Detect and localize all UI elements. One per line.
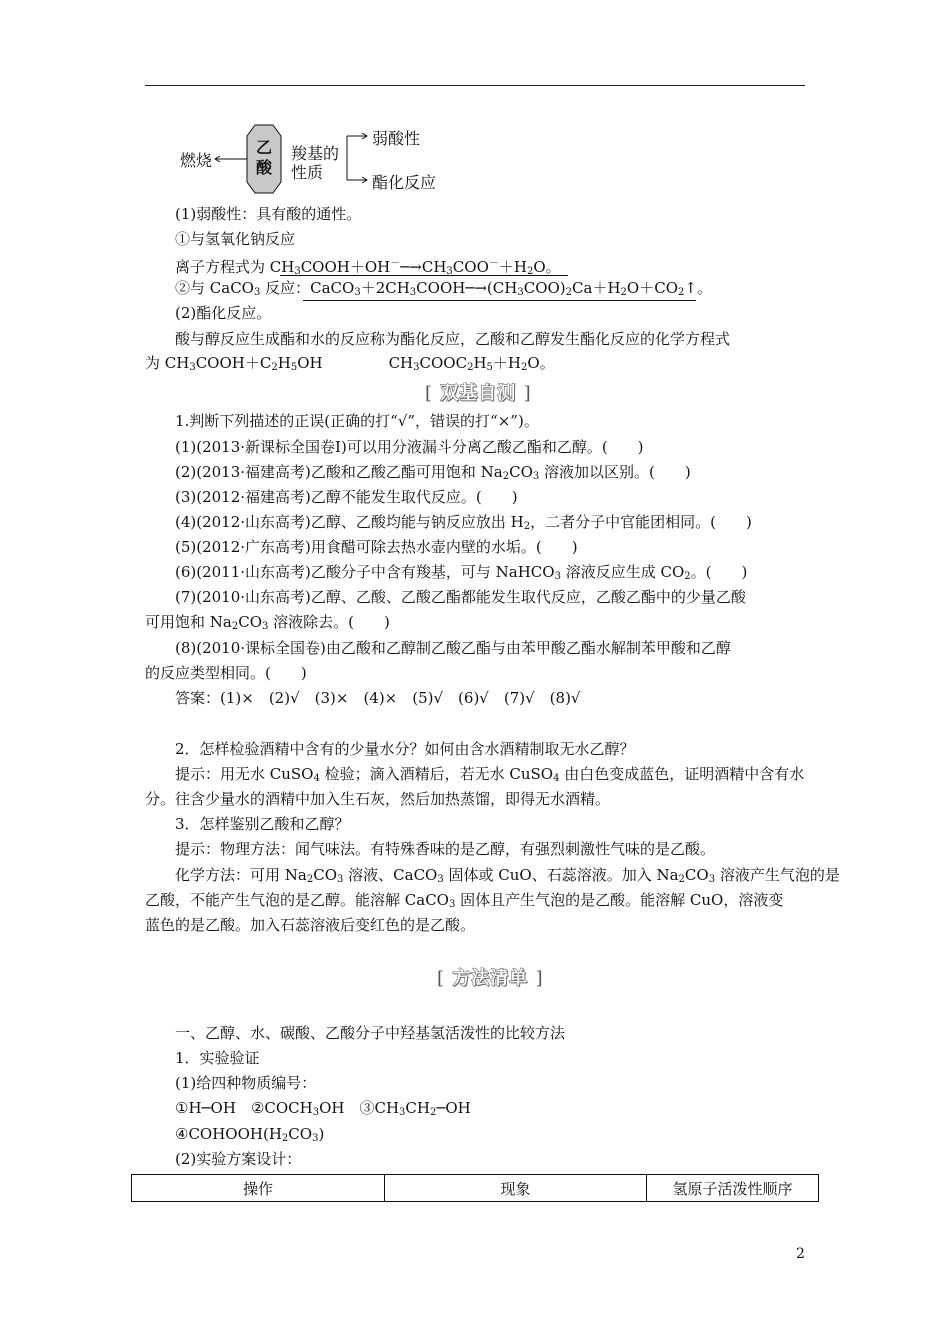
method-text: (1)给四种物质编号： [175, 1074, 317, 1092]
question-1-item: (6)(2011·山东高考)乙酸分子中含有羧基，可与 NaHCO$_3$ 溶液反应生成 $CO_2$。( ) [175, 563, 748, 582]
question-3-stem: 3．怎样鉴别乙酸和乙醇？ [175, 815, 350, 833]
page-number: 2 [796, 1246, 805, 1262]
question-1-item: (4)(2012·山东高考)乙醇、乙酸均能与钠反应放出 $H_2$，二者分子中官能团相同。( ) [175, 513, 752, 532]
section-heading: [ 方法清单 ] [437, 968, 544, 989]
diagram-weak-acid: 弱酸性 [372, 129, 421, 148]
diagram-esterification: 酯化反应 [372, 173, 437, 192]
text-naoh-reaction: ①与氢氧化钠反应 [175, 230, 296, 248]
diagram-acetic-acid: 乙 酸 [255, 138, 272, 177]
answer-underline [303, 300, 696, 301]
question-1-item: (2)(2013·福建高考)乙酸和乙酸乙酯可用饱和 $Na_2CO_3$ 溶液加以区别。( ) [175, 463, 691, 482]
text-caco3-reaction: ②与 CaCO$_3$ 反应：$CaCO_3+2CH_3COOH─\to(CH_3COO)_2Ca+H_2O+CO_2↑$。 [175, 279, 712, 298]
question-2-hint: 分。往含少量水的酒精中加入生石灰，然后加热蒸馏，即得无水酒精。 [145, 790, 611, 808]
question-3-hint: 乙酸，不能产生气泡的是乙醇。能溶解 CaCO$_3$ 固体且产生气泡的是乙酸。能溶解 CuO，溶液变 [145, 891, 784, 910]
diagram-carboxyl: 羧基的 [291, 144, 340, 163]
question-3-hint: 提示：物理方法：闻气味法。有特殊香味的是乙醇，有强烈刺激性气味的是乙酸。 [175, 840, 716, 858]
method-text: (2)实验方案设计： [175, 1150, 302, 1168]
diagram-combustion: 燃烧 [180, 151, 213, 170]
question-1-item: (7)(2010·山东高考)乙醇、乙酸、乙酸乙酯都能发生取代反应，乙酸乙酯中的少量乙酸 [175, 588, 746, 606]
table-header-operation: 操作 [132, 1175, 385, 1202]
table-header-phenomenon: 现象 [385, 1175, 647, 1202]
method-subheading: 1．实验验证 [175, 1049, 260, 1067]
acetic-acid-diagram [175, 124, 475, 196]
question-1-item: (8)(2010·课标全国卷)由乙酸和乙醇制乙酸乙酯与由苯甲酸乙酯水解制苯甲酸和乙醇 [175, 639, 731, 657]
text-ester-equation: 为 $CH_3COOH+C_2H_5OH$ $CH_3COOC_2H_5+H_2O$。 [145, 354, 555, 373]
table-header-activity-order: 氢原子活泼性顺序 [647, 1175, 819, 1202]
method-substances: $④COHOOH(H_2CO_3)$ [175, 1125, 325, 1144]
text-esterification: (2)酯化反应。 [175, 304, 272, 322]
text-ionic-equation: 离子方程式为 $CH_3COOH+OH^-─\to CH_3COO^-+H_2O$。 [175, 258, 561, 277]
diagram-property: 性质 [291, 163, 324, 182]
experiment-table [131, 1174, 819, 1202]
question-1-item: (5)(2012·广东高考)用食醋可除去热水壶内壁的水垢。( ) [175, 538, 578, 556]
text-weak-acid: (1)弱酸性：具有酸的通性。 [175, 205, 362, 223]
section-heading: [ 双基自测 ] [425, 383, 532, 404]
question-2-hint: 提示：用无水 CuSO$_4$ 检验；滴入酒精后，若无水 CuSO$_4$ 由白色变成蓝色，证明酒精中含有水 [175, 765, 805, 784]
question-3-hint: 化学方法：可用 $Na_2CO_3$ 溶液、CaCO$_3$ 固体或 CuO、石蕊溶液。加入 $Na_2CO_3$ 溶液产生气泡的是 [175, 866, 840, 885]
table-header-row [132, 1175, 819, 1202]
question-1-answer: 答案：(1)× (2)√ (3)× (4)× (5)√ (6)√ (7)√ (8)√ [175, 689, 581, 707]
question-1-item: 的反应类型相同。( ) [145, 664, 307, 682]
question-1-item: 可用饱和 $Na_2CO_3$ 溶液除去。( ) [145, 613, 390, 632]
question-1-item: (1)(2013·新课标全国卷Ⅰ)可以用分液漏斗分离乙酸乙酯和乙醇。( ) [175, 438, 644, 456]
header-rule [145, 85, 805, 86]
question-3-hint: 蓝色的是乙酸。加入石蕊溶液后变红色的是乙酸。 [145, 916, 476, 934]
question-1-stem: 1.判断下列描述的正误(正确的打“√”，错误的打“×”)。 [175, 412, 539, 430]
text-esterification-desc: 酸与醇反应生成酯和水的反应称为酯化反应，乙酸和乙醇发生酯化反应的化学方程式 [175, 330, 731, 348]
method-substances: ①H─OH $②COCH_3OH$ $③CH_3CH_2─OH$ [175, 1099, 471, 1118]
method-heading: 一、乙醇、水、碳酸、乙酸分子中羟基氢活泼性的比较方法 [175, 1024, 566, 1042]
question-2-stem: 2．怎样检验酒精中含有的少量水分？如何由含水酒精制取无水乙醇？ [175, 740, 635, 758]
question-1-item: (3)(2012·福建高考)乙醇不能发生取代反应。( ) [175, 488, 518, 506]
